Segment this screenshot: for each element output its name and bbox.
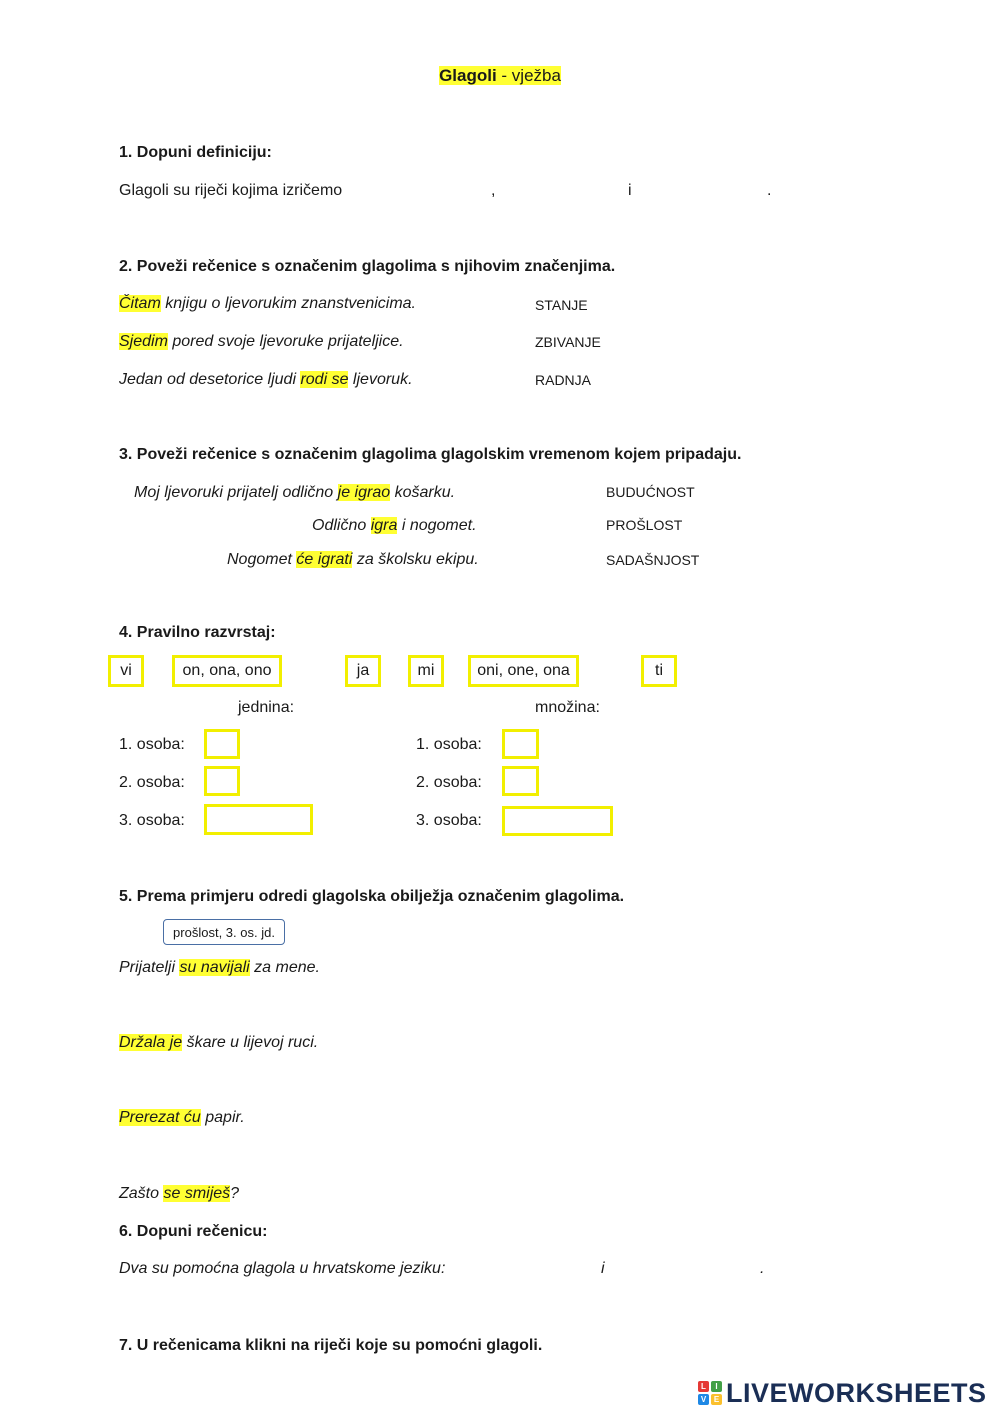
q3-verb-1: je igrao [337, 484, 391, 501]
q5-sentence-1-rest: za mene. [249, 959, 320, 976]
q2-sentence-2-rest: pored svoje ljevoruke prijateljice. [167, 333, 404, 350]
q6-heading: 6. Dopuni rečenicu: [119, 1223, 268, 1240]
q2-verb-1: Čitam [119, 295, 161, 312]
q5-answer-1[interactable] [119, 995, 369, 1015]
q2-option-radnja[interactable]: RADNJA [535, 372, 592, 388]
q3-option-buducnost[interactable]: BUDUĆNOST [606, 484, 695, 500]
q4-drop-singular-1[interactable] [204, 729, 240, 759]
logo-letter-i: I [711, 1381, 722, 1392]
q3-sentence-3-pre: Nogomet [227, 551, 297, 568]
logo-letter-l: L [698, 1381, 709, 1392]
title-main: Glagoli [439, 66, 497, 85]
q4-heading: 4. Pravilno razvrstaj: [119, 624, 276, 641]
q5-sentence-4 [119, 1184, 239, 1204]
q1-heading: 1. Dopuni definiciju: [119, 144, 272, 161]
q4-singular-person-2: 2. osoba: [119, 774, 185, 791]
q3-verb-2: igra [370, 517, 398, 534]
q5-verb-2: Držala je [119, 1034, 183, 1051]
q3-verb-3: će igrati [296, 551, 353, 568]
q4-plural-person-1: 1. osoba: [416, 736, 482, 753]
q4-drop-plural-2[interactable] [502, 766, 539, 796]
q1-blank-2[interactable] [500, 181, 625, 201]
logo-letter-e: E [711, 1394, 722, 1405]
q5-sentence-4-rest: ? [230, 1185, 240, 1202]
q2-sentence-3-pre: Jedan od desetorice ljudi [119, 371, 301, 388]
q4-chip-oni-one-ona[interactable]: oni, one, ona [468, 655, 579, 687]
q2-option-zbivanje[interactable]: ZBIVANJE [535, 334, 601, 350]
q4-plural-person-2: 2. osoba: [416, 774, 482, 791]
q1-blank-3[interactable] [638, 181, 763, 201]
logo-mark-icon [698, 1381, 722, 1405]
q4-chip-ti[interactable]: ti [641, 655, 677, 687]
q6-dot: . [760, 1260, 765, 1277]
q2-sentence-1[interactable] [119, 294, 416, 314]
q2-sentence-3[interactable] [119, 370, 413, 390]
q1-comma: , [491, 182, 496, 199]
q3-sentence-2-rest: i nogomet. [397, 517, 477, 534]
q2-sentence-3-rest: ljevoruk. [348, 371, 413, 388]
q1-text: Glagoli su riječi kojima izričemo [119, 182, 343, 199]
q4-plural-label: množina: [535, 699, 600, 716]
q4-singular-label: jednina: [238, 699, 295, 716]
q3-option-proslost[interactable]: PROŠLOST [606, 517, 683, 533]
q2-verb-2: Sjedim [119, 333, 168, 350]
q5-sentence-4-pre: Zašto [119, 1185, 164, 1202]
page-title [0, 66, 1000, 86]
q5-sentence-2-rest: škare u lijevoj ruci. [182, 1034, 319, 1051]
q7-heading: 7. U rečenicama klikni na riječi koje su pomoćni glagoli. [119, 1337, 543, 1354]
q5-sentence-1 [119, 958, 320, 978]
q5-sentence-2 [119, 1033, 318, 1053]
q4-chip-on-ona-ono[interactable]: on, ona, ono [172, 655, 282, 687]
q5-verb-1: su navijali [179, 959, 250, 976]
q5-verb-4: se smiješ [163, 1185, 231, 1202]
q4-drop-plural-3[interactable] [502, 806, 613, 836]
q3-sentence-2-pre: Odlično [312, 517, 371, 534]
q1-blank-1[interactable] [358, 181, 488, 201]
q4-singular-person-3: 3. osoba: [119, 812, 185, 829]
q4-chip-ja[interactable]: ja [345, 655, 381, 687]
q4-drop-singular-2[interactable] [204, 766, 240, 796]
q4-singular-person-1: 1. osoba: [119, 736, 185, 753]
q5-heading: 5. Prema primjeru odredi glagolska obilježja označenim glagolima. [119, 888, 625, 905]
q6-blank-2[interactable] [612, 1259, 756, 1279]
q3-option-sadasnjost[interactable]: SADAŠNJOST [606, 552, 700, 568]
q4-drop-plural-1[interactable] [502, 729, 539, 759]
q2-sentence-1-rest: knjigu o ljevorukim znanstvenicima. [160, 295, 416, 312]
q2-verb-3: rodi se [300, 371, 349, 388]
logo-letter-v: V [698, 1394, 709, 1405]
q4-drop-singular-3[interactable] [204, 804, 313, 835]
q3-sentence-3-rest: za školsku ekipu. [352, 551, 479, 568]
q6-and: i [601, 1260, 605, 1277]
q1-dot: . [767, 182, 772, 199]
q5-verb-3: Prerezat ću [119, 1109, 201, 1126]
title-sub: - vježba [496, 66, 561, 85]
q5-sentence-1-pre: Prijatelji [119, 959, 180, 976]
liveworksheets-logo [698, 1378, 987, 1408]
q6-text: Dva su pomoćna glagola u hrvatskome jeziku: [119, 1260, 446, 1277]
q4-chip-vi[interactable]: vi [108, 655, 144, 687]
q1-and: i [628, 182, 632, 199]
q3-heading: 3. Poveži rečenice s označenim glagolima glagolskim vremenom kojem pripadaju. [119, 446, 742, 463]
q5-answer-2[interactable] [119, 1070, 369, 1090]
q3-sentence-3[interactable] [227, 550, 479, 570]
q3-sentence-1-rest: košarku. [390, 484, 456, 501]
q5-example-box: prošlost, 3. os. jd. [163, 919, 285, 945]
q5-sentence-3 [119, 1108, 245, 1128]
q2-heading: 2. Poveži rečenice s označenim glagolima s njihovim značenjima. [119, 258, 616, 275]
q2-option-stanje[interactable]: STANJE [535, 297, 588, 313]
q2-sentence-2[interactable] [119, 332, 404, 352]
q5-sentence-3-rest: papir. [200, 1109, 245, 1126]
q4-plural-person-3: 3. osoba: [416, 812, 482, 829]
q5-answer-3[interactable] [119, 1145, 369, 1165]
q4-chip-mi[interactable]: mi [408, 655, 444, 687]
q3-sentence-2[interactable] [312, 516, 477, 536]
q3-sentence-1[interactable] [134, 483, 455, 503]
logo-text: LIVEWORKSHEETS [726, 1377, 987, 1408]
q6-blank-1[interactable] [466, 1259, 596, 1279]
q3-sentence-1-pre: Moj ljevoruki prijatelj odlično [134, 484, 338, 501]
